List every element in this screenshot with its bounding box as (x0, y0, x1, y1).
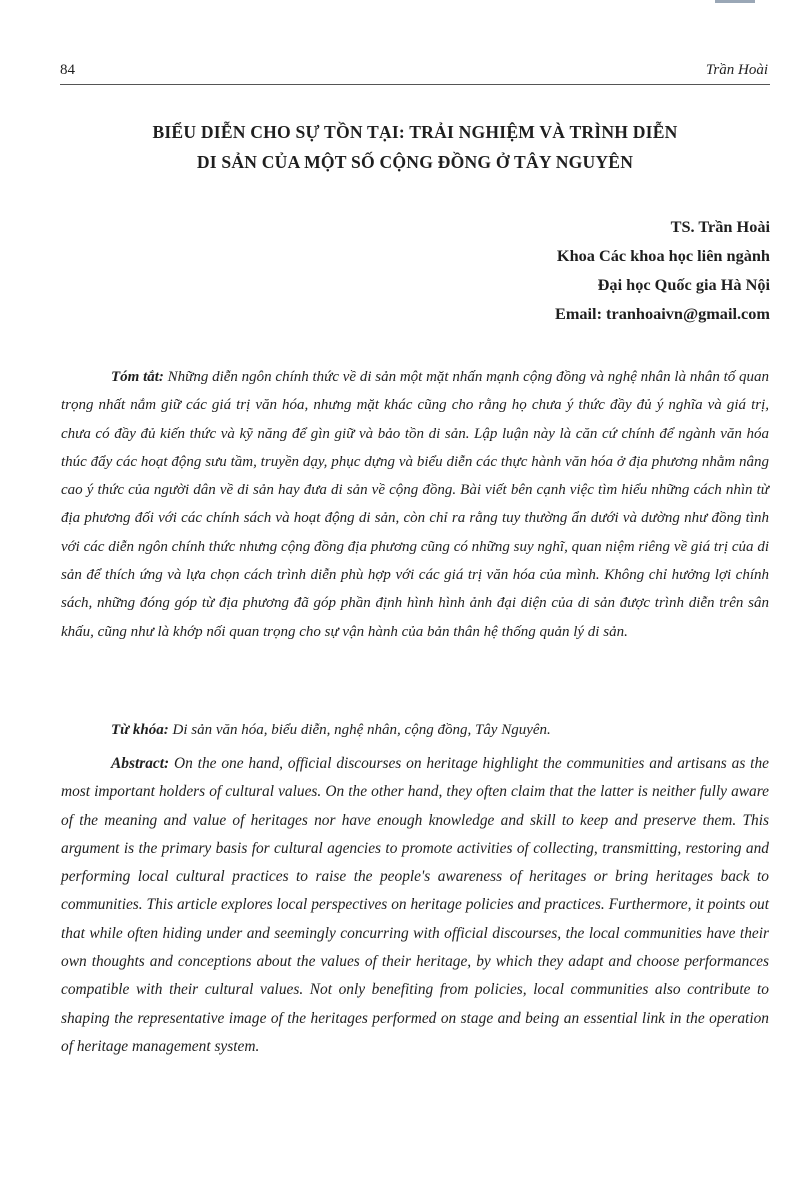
author-department: Khoa Các khoa học liên ngành (556, 246, 770, 265)
running-header (60, 62, 770, 85)
abstract-vi-text: Những diễn ngôn chính thức về di sản một mặt nhấn mạnh cộng đồng và nghệ nhân là nhân tố quan trọng nhất nắm giữ các giá trị văn hóa, nhưng mặt khác cũng cho rằng họ chưa ý thức đầy đủ ý nghĩa và giá trị, chưa có đầy đủ kiến thức và kỹ năng để gìn giữ và bảo tồn di sản. Lập luận này là căn cứ chính để ngành văn hóa thúc đẩy các hoạt động sưu tầm, truyền dạy, phục dựng và biểu diễn các thực hành văn hóa ở địa phương nhằm nâng cao ý thức của người dân về di sản hay đưa di sản về cộng đồng. Bài viết bên cạnh việc tìm hiểu những cách nhìn từ địa phương đối với các chính sách và hoạt động di sản, còn chỉ ra rằng tuy thường ẩn dưới và dường như đồng tình với các diễn ngôn chính thức nhưng cộng đồng địa phương cũng có những suy nghĩ, quan niệm riêng về giá trị của di sản để thích ứng và lựa chọn cách trình diễn phù hợp với các giá trị văn hóa của mình. Không chỉ hưởng lợi chính sách, những đóng góp từ địa phương đã góp phần định hình hình ảnh đại diện của di sản được trình diễn trên sân khấu, cũng như là khớp nối quan trọng cho sự vận hành của bản thân hệ thống quản lý di sản. (61, 369, 769, 640)
abstract-en-label: Abstract: (111, 755, 170, 772)
keywords (61, 716, 769, 744)
title-line-2: DI SẢN CỦA MỘT SỐ CỘNG ĐỒNG Ở TÂY NGUYÊN (196, 152, 634, 172)
author-name: TS. Trần Hoài (670, 217, 770, 236)
author-university: Đại học Quốc gia Hà Nội (597, 275, 770, 294)
keywords-text: Di sản văn hóa, biểu diễn, nghệ nhân, cộng đồng, Tây Nguyên. (168, 722, 551, 738)
article-title (60, 117, 770, 177)
abstract-vi-label: Tóm tắt: (111, 369, 164, 385)
page-number: 84 (60, 62, 75, 78)
running-author: Trần Hoài (705, 62, 768, 78)
abstract-vietnamese (61, 363, 769, 646)
abstract-english (61, 750, 769, 1061)
title-line-1: BIỂU DIỄN CHO SỰ TỒN TẠI: TRẢI NGHIỆM VÀ TRÌNH DIỄN (152, 122, 678, 142)
keywords-label: Từ khóa: (111, 722, 169, 738)
scan-edge-mark (715, 0, 755, 3)
author-block (555, 212, 770, 328)
abstract-en-text: On the one hand, official discourses on heritage highlight the communities and artisans as the most important holders of cultural values. On the other hand, they often claim that the latter is neither fully aware of the meaning and value of heritages nor have enough knowledge and skill to keep and preserve them. This argument is the primary basis for cultural agencies to promote activities of collecting, transmitting, restoring and performing local cultural practices to raise the people's awareness of heritages or bring heritages back to communities. This article explores local perspectives on heritage policies and practices. Furthermore, it points out that while often hiding under and seemingly concurring with official discourses, the local communities have their own thoughts and conceptions about the values of their heritage, by which they adapt and choose performances compatible with their cultural values. Not only benefiting from policies, local communities also contribute to shaping the representative image of the heritages performed on stage and being an essential link in the operation of heritage management system. (61, 755, 769, 1055)
author-email: Email: tranhoaivn@gmail.com (554, 304, 770, 323)
